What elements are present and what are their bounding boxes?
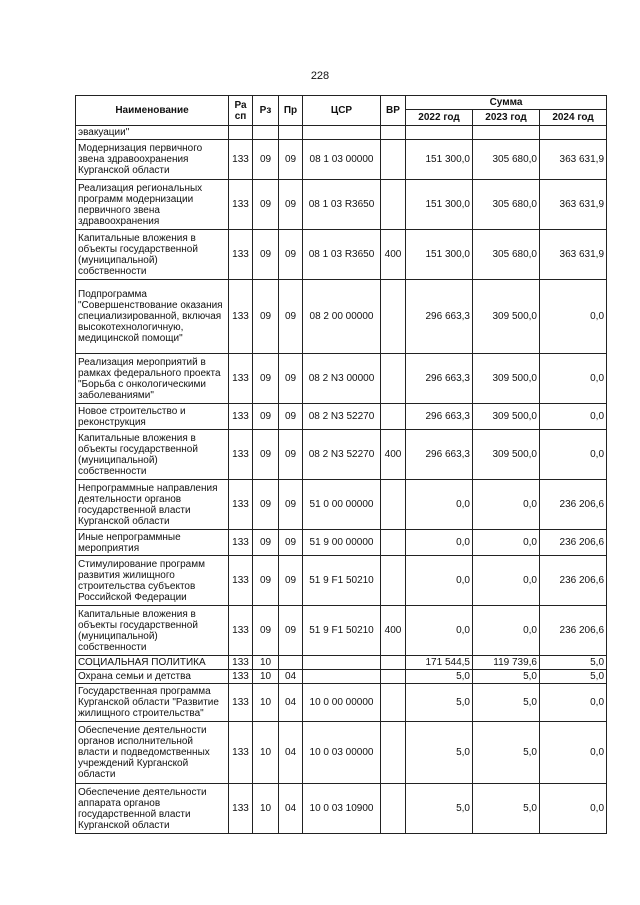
table-row	[76, 404, 607, 430]
cell-rz: 10	[253, 670, 279, 684]
cell-pr: 09	[279, 430, 303, 480]
cell-2023: 309 500,0	[473, 354, 540, 404]
col-csr-header: ЦСР	[303, 96, 381, 126]
table-row	[76, 230, 607, 280]
cell-vr	[381, 280, 406, 354]
cell-rasp: 133	[229, 354, 253, 404]
cell-csr: 08 1 03 00000	[303, 140, 381, 180]
cell-2023: 5,0	[473, 670, 540, 684]
table-row	[76, 656, 607, 670]
table-row	[76, 530, 607, 556]
cell-rasp: 133	[229, 230, 253, 280]
cell-rz: 09	[253, 556, 279, 606]
cell-rasp	[229, 126, 253, 140]
cell-rz: 10	[253, 684, 279, 722]
cell-name: Обеспечение деятельности аппарата органов государственной власти Курганской области	[76, 784, 229, 834]
cell-name: Обеспечение деятельности органов исполнительной власти и подведомственных учреждений Курганской области	[76, 722, 229, 784]
cell-csr: 08 2 00 00000	[303, 280, 381, 354]
cell-2024: 363 631,9	[540, 230, 607, 280]
cell-vr: 400	[381, 230, 406, 280]
cell-name: Реализация региональных программ модернизации первичного звена здравоохранения	[76, 180, 229, 230]
cell-name: СОЦИАЛЬНАЯ ПОЛИТИКА	[76, 656, 229, 670]
cell-2022: 296 663,3	[406, 354, 473, 404]
cell-pr: 04	[279, 722, 303, 784]
cell-pr: 09	[279, 180, 303, 230]
cell-vr	[381, 180, 406, 230]
table-row	[76, 722, 607, 784]
cell-csr: 08 1 03 R3650	[303, 230, 381, 280]
cell-rasp: 133	[229, 140, 253, 180]
cell-rz: 09	[253, 140, 279, 180]
cell-rz: 09	[253, 280, 279, 354]
cell-rz: 09	[253, 606, 279, 656]
table-row	[76, 606, 607, 656]
cell-rz: 09	[253, 530, 279, 556]
cell-2022: 296 663,3	[406, 404, 473, 430]
cell-2022: 5,0	[406, 684, 473, 722]
table-row	[76, 430, 607, 480]
cell-2022: 296 663,3	[406, 430, 473, 480]
cell-vr	[381, 684, 406, 722]
cell-rz: 09	[253, 430, 279, 480]
cell-rasp: 133	[229, 404, 253, 430]
cell-2024: 0,0	[540, 280, 607, 354]
cell-2024: 0,0	[540, 430, 607, 480]
cell-name: эвакуации"	[76, 126, 229, 140]
cell-2024: 0,0	[540, 784, 607, 834]
cell-vr	[381, 784, 406, 834]
cell-2023: 305 680,0	[473, 180, 540, 230]
cell-pr: 04	[279, 670, 303, 684]
cell-vr	[381, 722, 406, 784]
cell-2024: 236 206,6	[540, 606, 607, 656]
col-name-header: Наименование	[76, 96, 229, 126]
cell-name: Капитальные вложения в объекты государственной (муниципальной) собственности	[76, 606, 229, 656]
cell-2023	[473, 126, 540, 140]
cell-csr: 10 0 00 00000	[303, 684, 381, 722]
cell-rasp: 133	[229, 656, 253, 670]
col-2023-header: 2023 год	[473, 110, 540, 126]
cell-csr: 08 2 N3 52270	[303, 404, 381, 430]
cell-2024: 5,0	[540, 656, 607, 670]
cell-csr: 51 9 F1 50210	[303, 556, 381, 606]
cell-rasp: 133	[229, 180, 253, 230]
cell-2024: 363 631,9	[540, 140, 607, 180]
cell-2022: 171 544,5	[406, 656, 473, 670]
cell-pr	[279, 656, 303, 670]
cell-rasp: 133	[229, 684, 253, 722]
col-2024-header: 2024 год	[540, 110, 607, 126]
cell-2024: 363 631,9	[540, 180, 607, 230]
cell-name: Охрана семьи и детства	[76, 670, 229, 684]
cell-pr: 04	[279, 684, 303, 722]
cell-csr: 10 0 03 10900	[303, 784, 381, 834]
col-rasp-header: Ра сп	[229, 96, 253, 126]
cell-2023: 0,0	[473, 556, 540, 606]
cell-csr: 51 0 00 00000	[303, 480, 381, 530]
cell-rz: 09	[253, 230, 279, 280]
cell-name: Государственная программа Курганской области "Развитие жилищного строительства"	[76, 684, 229, 722]
cell-vr	[381, 140, 406, 180]
cell-2022: 0,0	[406, 556, 473, 606]
cell-vr: 400	[381, 430, 406, 480]
cell-2022: 151 300,0	[406, 230, 473, 280]
cell-pr: 09	[279, 480, 303, 530]
col-pr-header: Пр	[279, 96, 303, 126]
table-row	[76, 140, 607, 180]
cell-2024: 236 206,6	[540, 480, 607, 530]
cell-name: Капитальные вложения в объекты государственной (муниципальной) собственности	[76, 230, 229, 280]
cell-pr: 09	[279, 556, 303, 606]
budget-table	[75, 95, 607, 834]
col-sum-header: Сумма	[406, 96, 607, 110]
cell-rz: 09	[253, 180, 279, 230]
cell-rz: 10	[253, 722, 279, 784]
cell-2024: 0,0	[540, 722, 607, 784]
cell-2023: 5,0	[473, 684, 540, 722]
cell-2023: 305 680,0	[473, 140, 540, 180]
cell-2023: 0,0	[473, 606, 540, 656]
cell-rasp: 133	[229, 670, 253, 684]
col-rz-header: Рз	[253, 96, 279, 126]
cell-csr	[303, 670, 381, 684]
cell-name: Непрограммные направления деятельности органов государственной власти Курганской области	[76, 480, 229, 530]
cell-rz: 09	[253, 480, 279, 530]
cell-vr	[381, 670, 406, 684]
cell-2024: 236 206,6	[540, 530, 607, 556]
table-row	[76, 684, 607, 722]
cell-vr	[381, 354, 406, 404]
header-row	[76, 96, 607, 110]
cell-2022: 151 300,0	[406, 140, 473, 180]
table-row	[76, 126, 607, 140]
cell-2023: 119 739,6	[473, 656, 540, 670]
cell-vr	[381, 530, 406, 556]
cell-csr: 08 2 N3 52270	[303, 430, 381, 480]
cell-vr	[381, 126, 406, 140]
cell-rz: 09	[253, 404, 279, 430]
page-number: 228	[310, 70, 330, 82]
cell-rz: 09	[253, 354, 279, 404]
cell-2023: 0,0	[473, 480, 540, 530]
cell-rasp: 133	[229, 606, 253, 656]
cell-2022: 0,0	[406, 606, 473, 656]
cell-name: Капитальные вложения в объекты государственной (муниципальной) собственности	[76, 430, 229, 480]
cell-rasp: 133	[229, 430, 253, 480]
cell-2023: 309 500,0	[473, 280, 540, 354]
cell-2023: 309 500,0	[473, 404, 540, 430]
cell-2022: 0,0	[406, 480, 473, 530]
cell-2022: 296 663,3	[406, 280, 473, 354]
cell-name: Подпрограмма "Совершенствование оказания специализированной, включая высокотехнологичную, медицинской помощи"	[76, 280, 229, 354]
table-row	[76, 280, 607, 354]
cell-pr: 09	[279, 606, 303, 656]
col-vr-header: ВР	[381, 96, 406, 126]
cell-name: Стимулирование программ развития жилищного строительства субъектов Российской Федерации	[76, 556, 229, 606]
cell-2024: 236 206,6	[540, 556, 607, 606]
cell-csr: 10 0 03 00000	[303, 722, 381, 784]
cell-pr: 09	[279, 140, 303, 180]
cell-csr: 51 9 F1 50210	[303, 606, 381, 656]
cell-pr: 09	[279, 530, 303, 556]
cell-name: Иные непрограммные мероприятия	[76, 530, 229, 556]
cell-2023: 309 500,0	[473, 430, 540, 480]
cell-2023: 5,0	[473, 722, 540, 784]
cell-2024: 0,0	[540, 354, 607, 404]
table-row	[76, 180, 607, 230]
table-row	[76, 556, 607, 606]
cell-2024: 0,0	[540, 684, 607, 722]
cell-csr	[303, 126, 381, 140]
cell-rasp: 133	[229, 556, 253, 606]
cell-rz	[253, 126, 279, 140]
cell-pr: 09	[279, 404, 303, 430]
cell-pr	[279, 126, 303, 140]
cell-2022: 0,0	[406, 530, 473, 556]
cell-rasp: 133	[229, 480, 253, 530]
cell-rasp: 133	[229, 280, 253, 354]
table-row	[76, 784, 607, 834]
table-body	[76, 126, 607, 834]
cell-csr: 51 9 00 00000	[303, 530, 381, 556]
cell-pr: 04	[279, 784, 303, 834]
table-row	[76, 480, 607, 530]
cell-pr: 09	[279, 230, 303, 280]
cell-rz: 10	[253, 656, 279, 670]
cell-csr: 08 2 N3 00000	[303, 354, 381, 404]
cell-name: Модернизация первичного звена здравоохранения Курганской области	[76, 140, 229, 180]
cell-vr	[381, 656, 406, 670]
cell-2022: 5,0	[406, 670, 473, 684]
cell-2024	[540, 126, 607, 140]
cell-2022	[406, 126, 473, 140]
cell-2024: 0,0	[540, 404, 607, 430]
cell-csr	[303, 656, 381, 670]
cell-csr: 08 1 03 R3650	[303, 180, 381, 230]
cell-vr	[381, 404, 406, 430]
cell-rasp: 133	[229, 722, 253, 784]
cell-pr: 09	[279, 354, 303, 404]
cell-2023: 5,0	[473, 784, 540, 834]
cell-rasp: 133	[229, 530, 253, 556]
cell-2024: 5,0	[540, 670, 607, 684]
cell-rz: 10	[253, 784, 279, 834]
cell-rasp: 133	[229, 784, 253, 834]
cell-2023: 305 680,0	[473, 230, 540, 280]
cell-name: Новое строительство и реконструкция	[76, 404, 229, 430]
cell-2022: 5,0	[406, 722, 473, 784]
cell-pr: 09	[279, 280, 303, 354]
cell-vr	[381, 556, 406, 606]
cell-2022: 5,0	[406, 784, 473, 834]
table-row	[76, 354, 607, 404]
cell-name: Реализация мероприятий в рамках федерального проекта "Борьба с онкологическими заболеваниями"	[76, 354, 229, 404]
cell-2023: 0,0	[473, 530, 540, 556]
cell-vr	[381, 480, 406, 530]
cell-vr: 400	[381, 606, 406, 656]
table-row	[76, 670, 607, 684]
col-2022-header: 2022 год	[406, 110, 473, 126]
cell-2022: 151 300,0	[406, 180, 473, 230]
